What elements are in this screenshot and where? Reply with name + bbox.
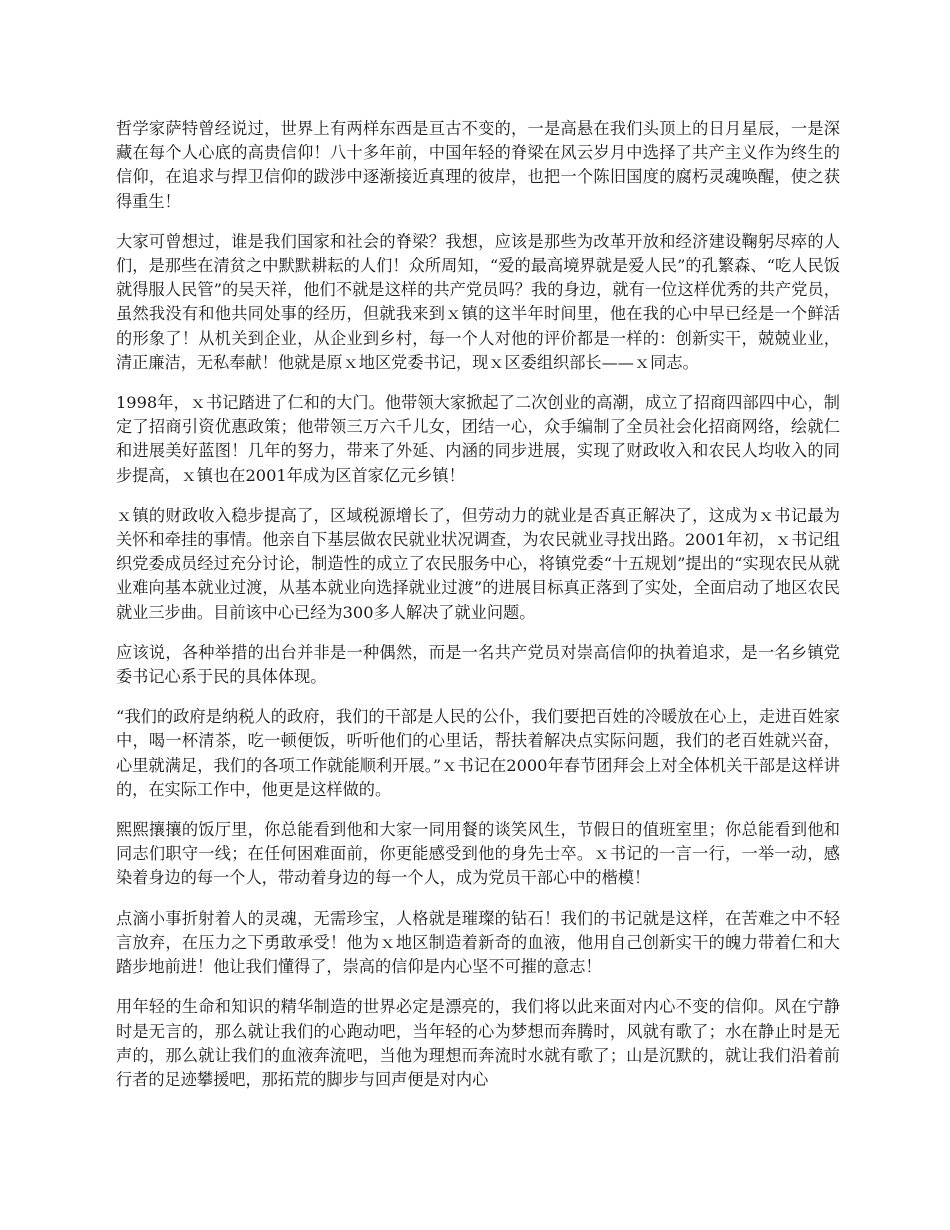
paragraph-3: 1998年，ｘ书记踏进了仁和的大门。他带领大家掀起了二次创业的高潮，成立了招商四部四中心，制定了招商引资优惠政策；他带领三万六千儿女，团结一心，众手编制了全员社会化招商网络，绘就仁和进展美好蓝图！几年的努力，带来了外延、内涵的同步进展，实现了财政收入和农民人均收入的同步提高，ｘ镇也在2001年成为区首家亿元乡镇！ — [116, 393, 840, 485]
paragraph-2: 大家可曾想过，谁是我们国家和社会的脊梁？我想，应该是那些为改革开放和经济建设鞠躬尽瘁的人们，是那些在清贫之中默默耕耘的人们！众所周知，“爱的最高境界就是爱人民”的孔繁森、“吃人民饭就得服人民管”的吴天祥，他们不就是这样的共产党员吗？我的身边，就有一位这样优秀的共产党员，虽然我没有和他共同处事的经历，但就我来到ｘ镇的这半年时间里，他在我的心中早已经是一个鲜活的形象了！从机关到企业，从企业到乡村，每一个人对他的评价都是一样的：创新实干，兢兢业业，清正廉洁，无私奉献！他就是原ｘ地区党委书记，现ｘ区委组织部长——ｘ同志。 — [116, 231, 840, 372]
paragraph-4: ｘ镇的财政收入稳步提高了，区域税源增长了，但劳动力的就业是否真正解决了，这成为ｘ书记最为关怀和牵挂的事情。他亲自下基层做农民就业状况调查，为农民就业寻找出路。2001年初，ｘ书记组织党委成员经过充分讨论，制造性的成立了农民服务中心，将镇党委“十五规划”提出的“实现农民从就业难向基本就业过渡，从基本就业向选择就业过渡”的进展目标真正落到了实处，全面启动了地区农民就业三步曲。目前该中心已经为300多人解决了就业问题。 — [116, 505, 840, 622]
paragraph-5: 应该说，各种举措的出台并非是一种偶然，而是一名共产党员对崇高信仰的执着追求，是一名乡镇党委书记心系于民的具体体现。 — [116, 642, 840, 687]
paragraph-6: “我们的政府是纳税人的政府，我们的干部是人民的公仆，我们要把百姓的冷暖放在心上，走进百姓家中，喝一杯清茶，吃一顿便饭，听听他们的心里话，帮扶着解决点实际问题，我们的老百姓就兴奋，心里就满足，我们的各项工作就能顺利开展。”ｘ书记在2000年春节团拜会上对全体机关干部是这样讲的，在实际工作中，他更是这样做的。 — [116, 707, 840, 799]
paragraph-9: 用年轻的生命和知识的精华制造的世界必定是漂亮的，我们将以此来面对内心不变的信仰。风在宁静时是无言的，那么就让我们的心跑动吧，当年轻的心为梦想而奔腾时，风就有歌了；水在静止时是无声的，那么就让我们的血液奔流吧，当他为理想而奔流时水就有歌了；山是沉默的，就让我们沿着前行者的足迹攀援吧，那拓荒的脚步与回声便是对内心 — [116, 997, 840, 1089]
document-body — [116, 117, 840, 1108]
paragraph-7: 熙熙攘攘的饭厅里，你总能看到他和大家一同用餐的谈笑风生，节假日的值班室里；你总能看到他和同志们职守一线；在任何困难面前，你更能感受到他的身先士卒。ｘ书记的一言一行，一举一动，感染着身边的每一个人，带动着身边的每一个人，成为党员干部心中的楷模！ — [116, 820, 840, 888]
paragraph-1: 哲学家萨特曾经说过，世界上有两样东西是亘古不变的，一是高悬在我们头顶上的日月星辰，一是深藏在每个人心底的高贵信仰！八十多年前，中国年轻的脊梁在风云岁月中选择了共产主义作为终生的信仰，在追求与捍卫信仰的跋涉中逐渐接近真理的彼岸，也把一个陈旧国度的腐朽灵魂唤醒，使之获得重生！ — [116, 119, 840, 211]
paragraph-8: 点滴小事折射着人的灵魂，无需珍宝，人格就是璀璨的钻石！我们的书记就是这样，在苦难之中不轻言放弃，在压力之下勇敢承受！他为ｘ地区制造着新奇的血液，他用自己创新实干的魄力带着仁和大踏步地前进！他让我们懂得了，崇高的信仰是内心坚不可摧的意志！ — [116, 908, 840, 977]
